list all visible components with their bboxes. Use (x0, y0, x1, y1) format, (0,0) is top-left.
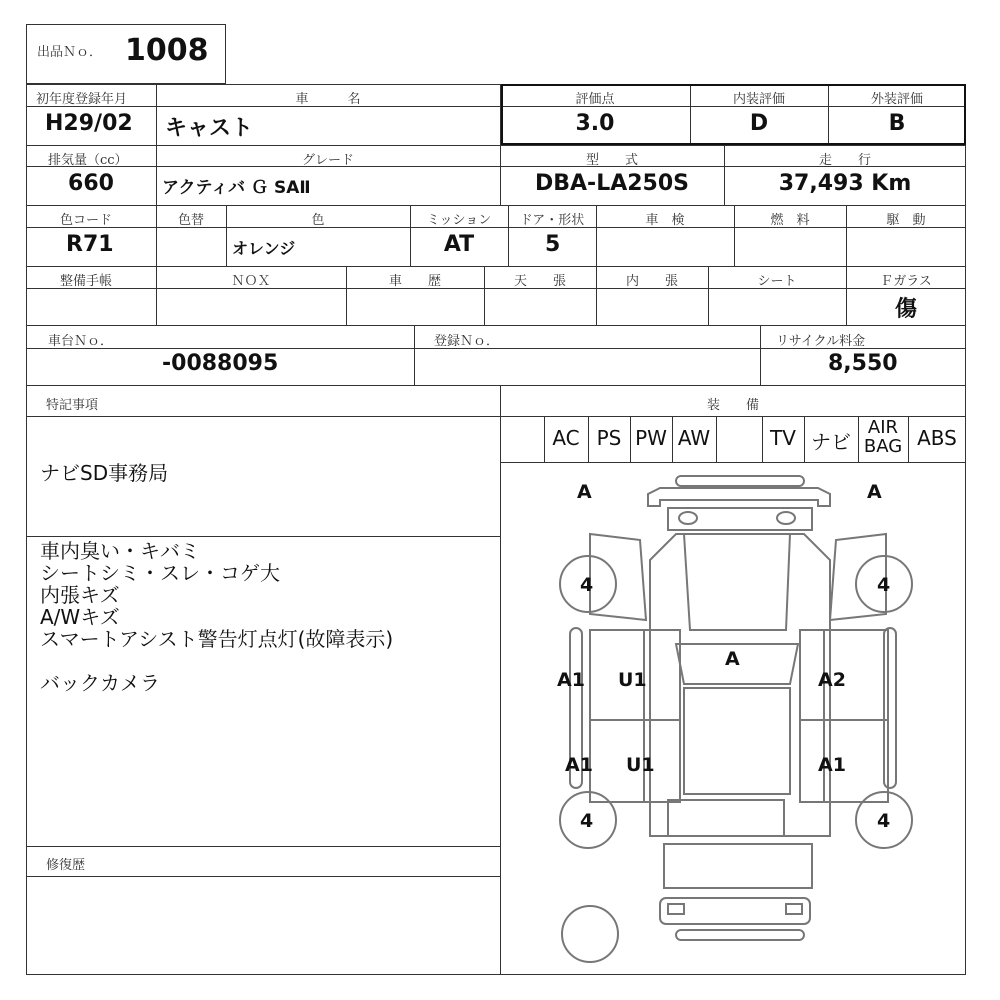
model-value: DBA-LA250S (535, 171, 689, 196)
first-reg-value: H29/02 (45, 111, 133, 136)
mark-right-rear-door: A1 (818, 754, 846, 776)
fuel-label: 燃 料 (770, 213, 810, 228)
chassis-label: 車台Ｎｏ． (48, 334, 114, 349)
chassis-value: -0088095 (162, 351, 279, 376)
mark-left-rear-door-inner: U1 (626, 754, 655, 776)
door-label: ドア・形状 (519, 213, 585, 228)
lot-box (26, 24, 226, 84)
mileage-value: 37,493 Km (778, 171, 912, 196)
equip-navi: ナビ (811, 430, 851, 454)
car-name-value: キャスト (165, 116, 254, 141)
color-code-label: 色コード (60, 213, 113, 228)
color-value: オレンジ (232, 239, 296, 258)
notes-label: 特記事項 (46, 398, 99, 413)
mark-tire-fl: 4 (580, 574, 594, 596)
interior-trim-label: 内 張 (625, 274, 678, 289)
equip-pw: PW (635, 426, 667, 450)
repair-label: 修復歴 (46, 858, 86, 873)
door-value: 5 (545, 232, 561, 257)
mark-front-left: A (577, 481, 592, 503)
mark-tire-rr: 4 (877, 810, 891, 832)
exterior-value: B (888, 111, 906, 136)
mark-front-right: A (867, 481, 882, 503)
mark-tire-fr: 4 (877, 574, 891, 596)
nox-label: ＮＯＸ (231, 274, 271, 289)
interior-value: D (749, 111, 769, 136)
mission-label: ミッション (426, 213, 492, 228)
equip-abs: ABS (917, 426, 957, 450)
displacement-value: 660 (68, 171, 114, 196)
equip-tv: TV (770, 426, 796, 450)
mileage-label: 走 行 (818, 153, 871, 168)
first-reg-label: 初年度登録年月 (36, 92, 128, 107)
equipment-label: 装 備 (706, 398, 759, 413)
grade-value: アクティバ Ｇ SAⅡ (162, 178, 311, 198)
lot-label: 出品Ｎｏ． (37, 45, 103, 60)
maintenance-label: 整備手帳 (60, 274, 113, 289)
equip-ps: PS (596, 426, 622, 450)
notes-block: 車内臭い・キバミ シートシミ・スレ・コゲ大 内張キズ A/Wキズ スマートアシスト警告灯点灯(故障表示) バックカメラ (40, 539, 394, 695)
seat-label: シート (757, 274, 797, 289)
color-code-value: R71 (66, 232, 114, 257)
fglass-value: 傷 (894, 297, 917, 322)
recycle-label: リサイクル料金 (776, 334, 866, 349)
inspection-label: 車 検 (645, 213, 685, 228)
equip-aw: AW (677, 426, 711, 450)
fglass-label: Ｆガラス (880, 274, 932, 289)
lot-number: 1008 (125, 33, 209, 68)
model-label: 型 式 (585, 153, 638, 168)
mark-left-rear-door: A1 (565, 754, 593, 776)
recycle-value: 8,550 (828, 351, 898, 376)
equip-ac: AC (552, 426, 580, 450)
roof-label: 天 張 (513, 274, 566, 289)
car-diagram (500, 462, 966, 975)
mark-left-front-door: A1 (557, 669, 585, 691)
car-name-label: 車 名 (295, 92, 361, 107)
score-value: 3.0 (575, 111, 615, 136)
color-label: 色 (311, 213, 325, 228)
mark-left-front-door-inner: U1 (618, 669, 647, 691)
interior-label: 内装評価 (732, 92, 785, 107)
regno-label: 登録Ｎｏ． (434, 334, 500, 349)
mark-windshield: A (725, 648, 740, 670)
grade-label: グレード (301, 153, 354, 168)
score-label: 評価点 (575, 92, 615, 107)
mark-tire-rl: 4 (580, 810, 594, 832)
mission-value: AT (443, 232, 475, 257)
repaint-label: 色替 (177, 213, 204, 228)
notes-line-1: ナビSD事務局 (40, 461, 169, 485)
history-label: 車 歴 (388, 274, 441, 289)
displacement-label: 排気量（cc） (48, 153, 128, 168)
equip-airbag: AIR BAG (863, 417, 903, 457)
drive-label: 駆 動 (886, 213, 926, 228)
mark-right-front-door: A2 (818, 669, 846, 691)
exterior-label: 外装評価 (870, 92, 923, 107)
